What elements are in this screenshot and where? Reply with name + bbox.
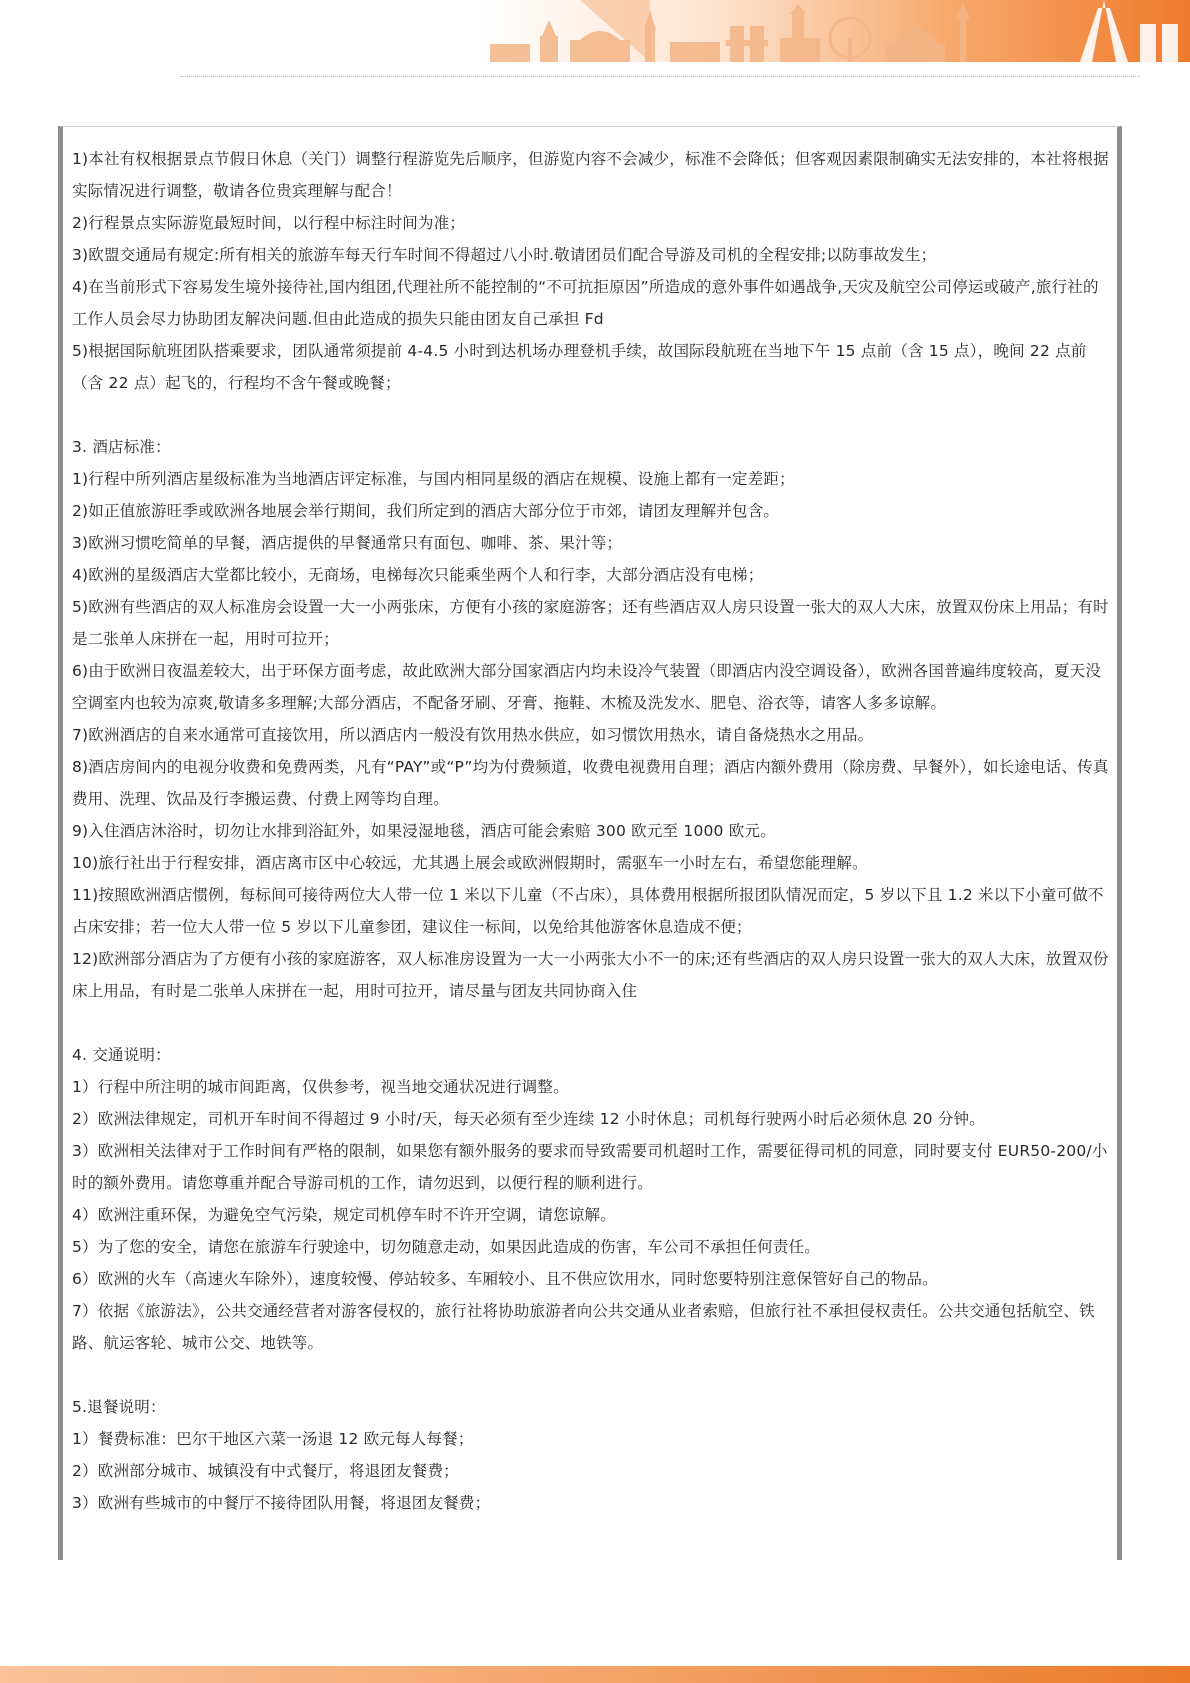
list-item: 1）行程中所注明的城市间距离，仅供参考，视当地交通状况进行调整。 bbox=[72, 1078, 569, 1096]
section-title: 5.退餐说明： bbox=[72, 1398, 166, 1416]
section-meal-refund bbox=[72, 1391, 1112, 1519]
list-item: 4)欧洲的星级酒店大堂都比较小，无商场，电梯每次只能乘坐两个人和行李，大部分酒店没有电梯； bbox=[72, 566, 764, 584]
list-item: 4)在当前形式下容易发生境外接待社,国内组团,代理社所不能控制的“不可抗拒原因”所造成的意外事件如遇战争,天灾及航空公司停运或破产,旅行社的工作人员会尽力协助团友解决问题.但由此造成的损失只能由团友自己承担 Fd bbox=[72, 278, 1099, 328]
list-item: 7）依据《旅游法》，公共交通经营者对游客侵权的，旅行社将协助旅游者向公共交通从业者索赔，但旅行社不承担侵权责任。公共交通包括航空、铁路、航运客轮、城市公交、地铁等。 bbox=[72, 1302, 1095, 1352]
section-general-notes bbox=[72, 143, 1112, 399]
list-item: 1)本社有权根据景点节假日休息（关门）调整行程游览先后顺序，但游览内容不会减少，标准不会降低；但客观因素限制确实无法安排的，本社将根据实际情况进行调整，敬请各位贵宾理解与配合！ bbox=[72, 150, 1109, 200]
skyline-icon bbox=[470, 0, 1190, 62]
list-item: 4）欧洲注重环保，为避免空气污染，规定司机停车时不许开空调，请您谅解。 bbox=[72, 1206, 616, 1224]
list-item: 2)行程景点实际游览最短时间，以行程中标注时间为准； bbox=[72, 214, 466, 232]
list-item: 1）餐费标准：巴尔干地区六菜一汤退 12 欧元每人每餐； bbox=[72, 1430, 474, 1448]
list-item: 2）欧洲法律规定，司机开车时间不得超过 9 小时/天，每天必须有至少连续 12 小时休息；司机每行驶两小时后必须休息 20 分钟。 bbox=[72, 1110, 985, 1128]
list-item: 3）欧洲相关法律对于工作时间有严格的限制，如果您有额外服务的要求而导致需要司机超时工作，需要征得司机的同意，同时要支付 EUR50-200/小时的额外费用。请您尊重并配合导游司机的工作，请勿迟到，以便行程的顺利进行。 bbox=[72, 1142, 1108, 1192]
list-item: 3)欧盟交通局有规定:所有相关的旅游车每天行车时间不得超过八小时.敬请团员们配合导游及司机的全程安排;以防事故发生； bbox=[72, 246, 937, 264]
section-transport bbox=[72, 1039, 1112, 1359]
list-item: 5)欧洲有些酒店的双人标准房会设置一大一小两张床，方便有小孩的家庭游客；还有些酒店双人房只设置一张大的双人大床，放置双份床上用品；有时是二张单人床拼在一起，用时可拉开； bbox=[72, 598, 1109, 648]
list-item: 12)欧洲部分酒店为了方便有小孩的家庭游客，双人标准房设置为一大一小两张大小不一的床;还有些酒店的双人房只设置一张大的双人大床，放置双份床上用品，有时是二张单人床拼在一起，用时可拉开，请尽量与团友共同协商入住 bbox=[72, 950, 1109, 1000]
list-item: 8)酒店房间内的电视分收费和免费两类，凡有“PAY”或“P”均为付费频道，收费电视费用自理；酒店内额外费用（除房费、早餐外），如长途电话、传真费用、洗理、饮品及行李搬运费、付费上网等均自理。 bbox=[72, 758, 1109, 808]
list-item: 2)如正值旅游旺季或欧洲各地展会举行期间，我们所定到的酒店大部分位于市郊，请团友理解并包含。 bbox=[72, 502, 780, 520]
section-title: 4. 交通说明： bbox=[72, 1046, 171, 1064]
section-hotel-standard bbox=[72, 431, 1112, 1007]
footer-banner bbox=[0, 1666, 1190, 1683]
notice-content bbox=[72, 143, 1112, 1519]
list-item: 9)入住酒店沐浴时，切勿让水排到浴缸外，如果浸湿地毯，酒店可能会索赔 300 欧元至 1000 欧元。 bbox=[72, 822, 776, 840]
list-item: 1)行程中所列酒店星级标准为当地酒店评定标准，与国内相同星级的酒店在规模、设施上都有一定差距； bbox=[72, 470, 795, 488]
list-item: 2）欧洲部分城市、城镇没有中式餐厅，将退团友餐费； bbox=[72, 1462, 459, 1480]
list-item: 7)欧洲酒店的自来水通常可直接饮用，所以酒店内一般没有饮用热水供应，如习惯饮用热水，请自备烧热水之用品。 bbox=[72, 726, 874, 744]
list-item: 10)旅行社出于行程安排，酒店离市区中心较远，尤其遇上展会或欧洲假期时，需驱车一小时左右，希望您能理解。 bbox=[72, 854, 868, 872]
list-item: 6)由于欧洲日夜温差较大，出于环保方面考虑，故此欧洲大部分国家酒店内均未设冷气装置（即酒店内没空调设备），欧洲各国普遍纬度较高，夏天没空调室内也较为凉爽,敬请多多理解;大部分酒店，不配备牙刷、牙膏、拖鞋、木梳及洗发水、肥皂、浴衣等，请客人多多谅解。 bbox=[72, 662, 1102, 712]
list-item: 11)按照欧洲酒店惯例，每标间可接待两位大人带一位 1 米以下儿童（不占床），具体费用根据所报团队情况而定，5 岁以下且 1.2 米以下小童可做不占床安排；若一位大人带一位 5 岁以下儿童参团，建议住一标间，以免给其他游客休息造成不便； bbox=[72, 886, 1104, 936]
header-banner bbox=[0, 0, 1190, 62]
list-item: 5)根据国际航班团队搭乘要求，团队通常须提前 4-4.5 小时到达机场办理登机手续，故国际段航班在当地下午 15 点前（含 15 点），晚间 22 点前（含 22 点）起飞的，行程均不含午餐或晚餐； bbox=[72, 342, 1087, 392]
header-divider bbox=[180, 76, 1140, 77]
list-item: 5）为了您的安全，请您在旅游车行驶途中，切勿随意走动，如果因此造成的伤害，车公司不承担任何责任。 bbox=[72, 1238, 820, 1256]
list-item: 3）欧洲有些城市的中餐厅不接待团队用餐，将退团友餐费； bbox=[72, 1494, 491, 1512]
section-title: 3. 酒店标准： bbox=[72, 438, 171, 456]
list-item: 3)欧洲习惯吃简单的早餐，酒店提供的早餐通常只有面包、咖啡、茶、果汁等； bbox=[72, 534, 623, 552]
list-item: 6）欧洲的火车（高速火车除外），速度较慢、停站较多、车厢较小、且不供应饮用水，同时您要特别注意保管好自己的物品。 bbox=[72, 1270, 938, 1288]
